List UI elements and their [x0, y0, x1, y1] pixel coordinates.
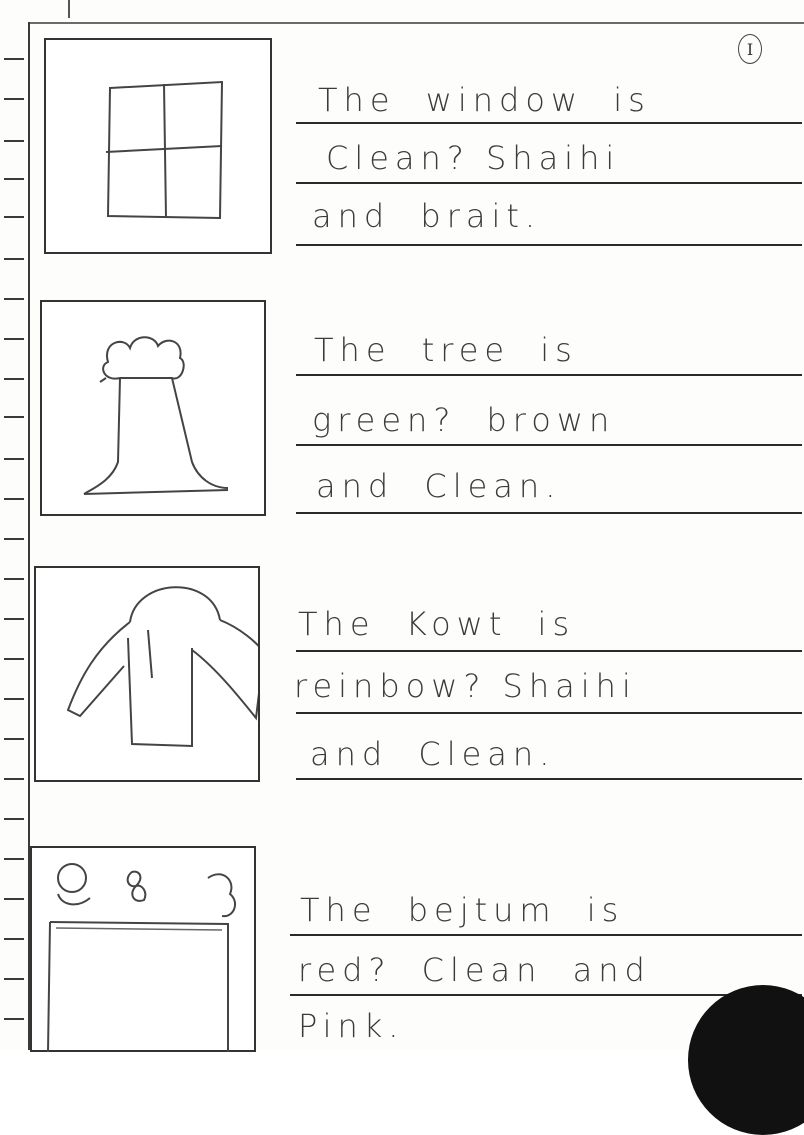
- tree-drawing: [42, 302, 264, 514]
- sentence-1-line-3: and brait.: [312, 197, 542, 235]
- sentence-4-line-3: Pink.: [298, 1007, 405, 1045]
- bedroom-drawing-frame: [30, 846, 256, 1052]
- margin-dash: [4, 578, 24, 580]
- margin-dash: [4, 378, 24, 380]
- page-top-tick: [68, 0, 70, 18]
- margin-dash: [4, 338, 24, 340]
- tree-drawing-frame: [40, 300, 266, 516]
- margin-dash: [4, 178, 24, 180]
- sentence-2-line-1: The tree is: [314, 331, 578, 369]
- margin-dash: [4, 738, 24, 740]
- coat-drawing-frame: [34, 566, 260, 782]
- margin-dash: [4, 258, 24, 260]
- margin-dash: [4, 58, 24, 60]
- margin-dash: [4, 458, 24, 460]
- margin-dash: [4, 978, 24, 980]
- margin-dash: [4, 140, 24, 142]
- margin-dash: [4, 98, 24, 100]
- margin-dash: [4, 618, 24, 620]
- margin-dash: [4, 858, 24, 860]
- corner-shadow: [688, 985, 804, 1135]
- sentence-2-line-2: green? brown: [312, 401, 616, 439]
- page-number: I: [738, 34, 762, 64]
- writing-line: [296, 444, 802, 446]
- writing-line: [296, 182, 802, 184]
- sentence-1-line-2: Clean? Shaihi: [326, 139, 621, 177]
- margin-dash: [4, 818, 24, 820]
- writing-line: [290, 934, 802, 936]
- writing-line: [296, 122, 802, 124]
- bedroom-drawing: [32, 848, 254, 1052]
- page-top-edge: [28, 22, 804, 24]
- margin-dash: [4, 938, 24, 940]
- margin-dash: [4, 898, 24, 900]
- margin-dash: [4, 498, 24, 500]
- window-drawing: [46, 40, 270, 252]
- margin-dash: [4, 778, 24, 780]
- margin-dash: [4, 538, 24, 540]
- margin-dash: [4, 1018, 24, 1020]
- margin-dash: [4, 658, 24, 660]
- window-drawing-frame: [44, 38, 272, 254]
- margin-dash: [4, 698, 24, 700]
- coat-drawing: [36, 568, 258, 780]
- sentence-3-line-1: The Kowt is: [298, 605, 576, 643]
- writing-line: [296, 650, 802, 652]
- writing-line: [296, 512, 802, 514]
- sentence-1-line-1: The window is: [318, 81, 651, 119]
- sentence-2-line-3: and Clean.: [316, 467, 562, 505]
- sentence-3-line-2: reinbow? Shaihi: [294, 667, 637, 705]
- margin-dash: [4, 216, 24, 218]
- writing-line: [296, 778, 802, 780]
- writing-line: [296, 374, 802, 376]
- margin-dash: [4, 298, 24, 300]
- sentence-3-line-3: and Clean.: [310, 735, 556, 773]
- margin-dash: [4, 416, 24, 418]
- writing-line: [296, 244, 802, 246]
- sentence-4-line-1: The bejtum is: [300, 891, 625, 929]
- writing-line: [296, 712, 802, 714]
- sentence-4-line-2: red? Clean and: [298, 951, 651, 989]
